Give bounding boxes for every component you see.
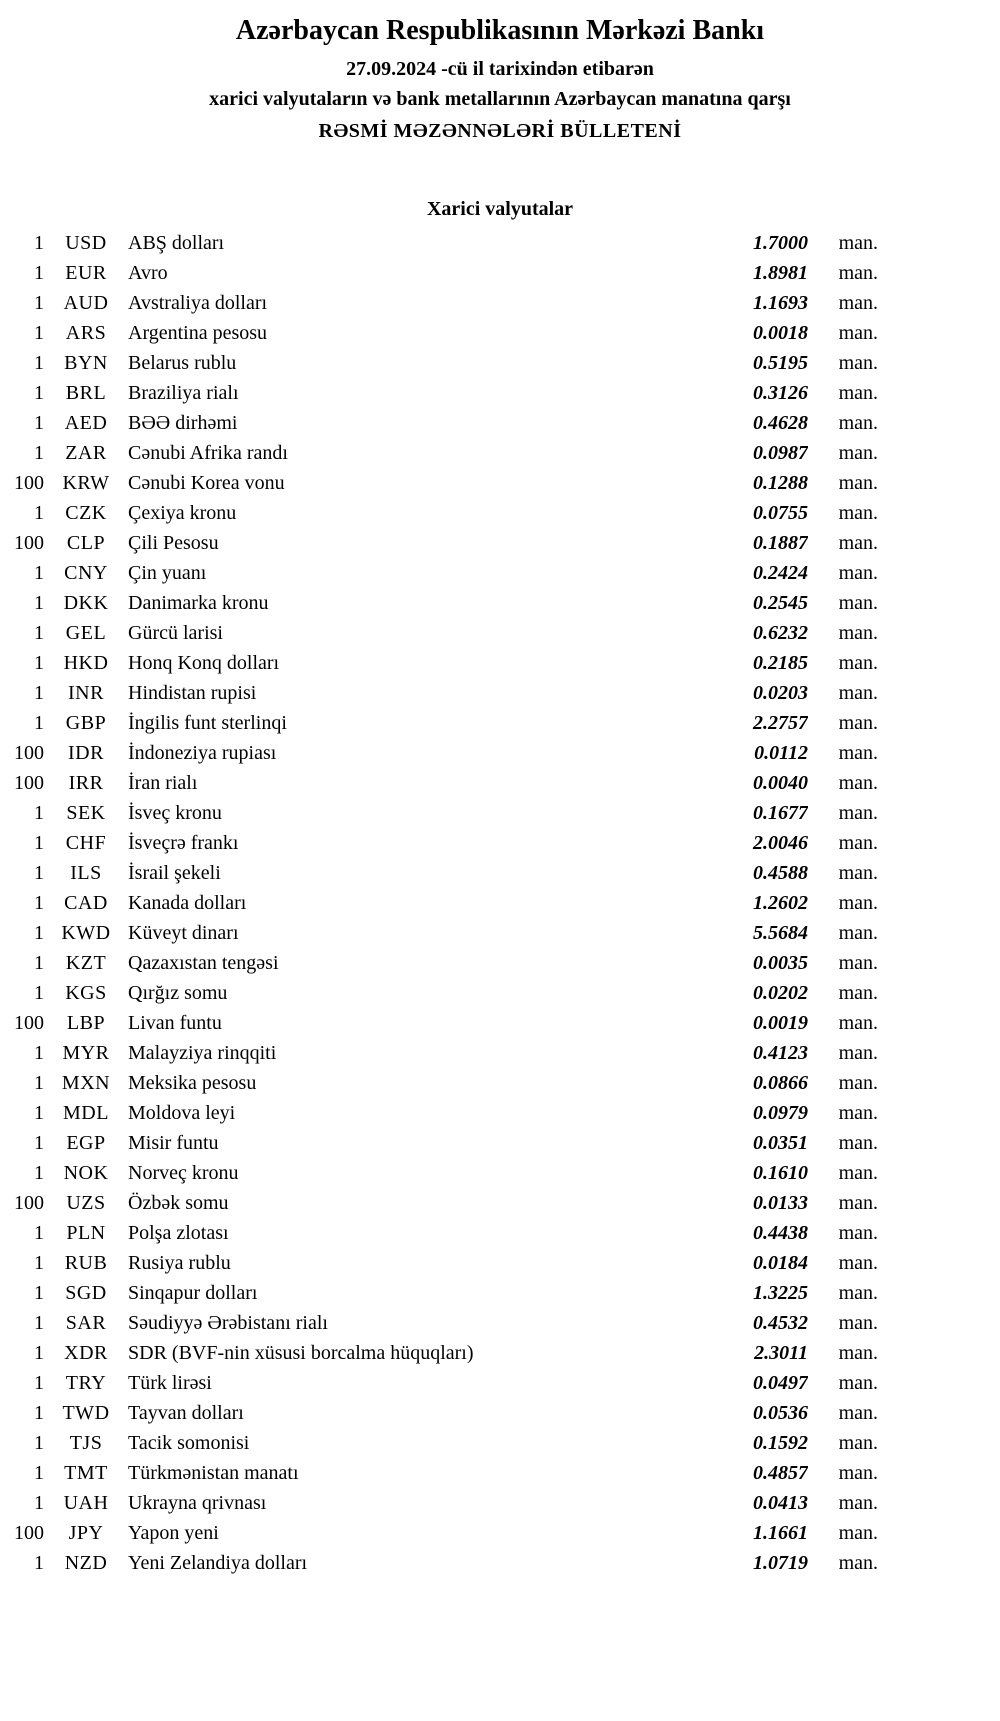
rate-value-cell: 0.5195 [753, 352, 808, 374]
unit-label-cell: man. [838, 622, 878, 644]
rate-row [10, 528, 878, 558]
quantity-cell: 1 [34, 1252, 44, 1274]
rate-value-cell: 0.0979 [753, 1102, 808, 1124]
rate-row [10, 1038, 878, 1068]
currency-code-cell: TWD [62, 1402, 110, 1424]
rate-value-cell: 0.1887 [753, 532, 808, 554]
currency-code-cell: CZK [65, 502, 107, 524]
unit-label-cell: man. [838, 772, 878, 794]
rate-row [10, 1158, 878, 1188]
unit-label-cell: man. [838, 862, 878, 884]
unit-label-cell: man. [838, 1402, 878, 1424]
currency-name-cell: Braziliya rialı [128, 382, 239, 404]
quantity-cell: 1 [34, 1162, 44, 1184]
rate-value-cell: 0.0866 [753, 1072, 808, 1094]
bulletin-title-line: RƏSMİ MƏZƏNNƏLƏRİ BÜLLETENİ [318, 120, 682, 142]
unit-label-cell: man. [838, 1462, 878, 1484]
rate-value-cell: 0.1677 [753, 802, 808, 824]
rate-value-cell: 0.0035 [753, 952, 808, 974]
currency-name-cell: Çili Pesosu [128, 532, 219, 554]
rate-row [10, 468, 878, 498]
rate-value-cell: 0.1592 [753, 1432, 808, 1454]
currency-name-cell: Moldova leyi [128, 1102, 236, 1124]
rate-row [10, 1368, 878, 1398]
quantity-cell: 1 [34, 1312, 44, 1334]
rate-value-cell: 0.0018 [753, 322, 808, 344]
currency-code-cell: MXN [61, 1072, 111, 1094]
currency-code-cell: AUD [63, 292, 109, 314]
rate-value-cell: 0.4123 [753, 1042, 808, 1064]
currency-name-cell: İndoneziya rupiası [128, 742, 277, 764]
rate-row [10, 1518, 878, 1548]
quantity-cell: 1 [34, 1372, 44, 1394]
currency-code-cell: INR [68, 682, 104, 704]
rate-row [10, 1308, 878, 1338]
currency-code-cell: GBP [65, 712, 107, 734]
quantity-cell: 1 [34, 1462, 44, 1484]
currency-name-cell: Polşa zlotası [128, 1222, 229, 1244]
rate-value-cell: 0.0536 [753, 1402, 808, 1424]
unit-label-cell: man. [838, 1192, 878, 1214]
quantity-cell: 100 [14, 532, 44, 554]
unit-label-cell: man. [838, 472, 878, 494]
quantity-cell: 1 [34, 1492, 44, 1514]
currency-code-cell: MDL [63, 1102, 109, 1124]
quantity-cell: 1 [34, 802, 44, 824]
currency-name-cell: Livan funtu [128, 1012, 222, 1034]
unit-label-cell: man. [838, 832, 878, 854]
rate-value-cell: 1.8981 [753, 262, 808, 284]
unit-label-cell: man. [838, 982, 878, 1004]
currency-code-cell: DKK [63, 592, 109, 614]
rate-row [10, 828, 878, 858]
quantity-cell: 1 [34, 382, 44, 404]
currency-name-cell: Hindistan rupisi [128, 682, 257, 704]
currency-name-cell: Qırğız somu [128, 982, 228, 1004]
scope-line: xarici valyutaların və bank metallarının Azərbaycan manatına qarşı [209, 88, 791, 110]
currency-code-cell: KRW [62, 472, 110, 494]
currency-name-cell: Türkmənistan manatı [128, 1462, 299, 1484]
currency-name-cell: Cənubi Korea vonu [128, 472, 285, 494]
rate-row [10, 1248, 878, 1278]
rate-row [10, 708, 878, 738]
unit-label-cell: man. [838, 232, 878, 254]
unit-label-cell: man. [838, 1102, 878, 1124]
currency-name-cell: İran rialı [128, 772, 198, 794]
rate-value-cell: 1.1661 [753, 1522, 808, 1544]
unit-label-cell: man. [838, 1042, 878, 1064]
rate-value-cell: 0.2545 [753, 592, 808, 614]
rate-value-cell: 2.2757 [753, 712, 808, 734]
rates-table [10, 228, 878, 1578]
currency-name-cell: Gürcü larisi [128, 622, 223, 644]
unit-label-cell: man. [838, 532, 878, 554]
currency-code-cell: NZD [64, 1552, 108, 1574]
currency-code-cell: CAD [64, 892, 108, 914]
currency-name-cell: Yapon yeni [128, 1522, 219, 1544]
quantity-cell: 1 [34, 652, 44, 674]
rate-value-cell: 0.3126 [753, 382, 808, 404]
unit-label-cell: man. [838, 1162, 878, 1184]
quantity-cell: 1 [34, 592, 44, 614]
rate-value-cell: 0.4438 [753, 1222, 808, 1244]
currency-name-cell: Honq Konq dolları [128, 652, 280, 674]
currency-name-cell: Misir funtu [128, 1132, 219, 1154]
quantity-cell: 1 [34, 442, 44, 464]
quantity-cell: 1 [34, 262, 44, 284]
rate-value-cell: 0.2424 [753, 562, 808, 584]
currency-name-cell: Səudiyyə Ərəbistanı rialı [128, 1312, 328, 1334]
currency-code-cell: IDR [68, 742, 104, 764]
currency-name-cell: İngilis funt sterlinqi [128, 712, 287, 734]
rate-value-cell: 1.3225 [753, 1282, 808, 1304]
rate-row [10, 1278, 878, 1308]
unit-label-cell: man. [838, 592, 878, 614]
rate-row [10, 378, 878, 408]
currency-name-cell: Danimarka kronu [128, 592, 269, 614]
quantity-cell: 1 [34, 1402, 44, 1424]
quantity-cell: 1 [34, 412, 44, 434]
rate-row [10, 1398, 878, 1428]
currency-code-cell: SGD [65, 1282, 107, 1304]
rate-value-cell: 0.0112 [754, 742, 808, 764]
rate-row [10, 1188, 878, 1218]
currency-code-cell: CNY [64, 562, 108, 584]
currency-name-cell: ABŞ dolları [128, 232, 225, 254]
rate-value-cell: 0.0351 [753, 1132, 808, 1154]
currency-code-cell: BYN [64, 352, 108, 374]
unit-label-cell: man. [838, 1522, 878, 1544]
currency-code-cell: ARS [65, 322, 107, 344]
rate-value-cell: 0.6232 [753, 622, 808, 644]
rate-value-cell: 0.0755 [753, 502, 808, 524]
currency-code-cell: UZS [66, 1192, 106, 1214]
rate-row [10, 1458, 878, 1488]
currency-code-cell: AED [64, 412, 108, 434]
currency-code-cell: NOK [63, 1162, 109, 1184]
effective-date-line: 27.09.2024 -cü il tarixindən etibarən [346, 58, 654, 80]
rate-row [10, 798, 878, 828]
rate-value-cell: 2.0046 [753, 832, 808, 854]
quantity-cell: 1 [34, 622, 44, 644]
rate-row [10, 1338, 878, 1368]
unit-label-cell: man. [838, 742, 878, 764]
unit-label-cell: man. [838, 1312, 878, 1334]
rate-row [10, 738, 878, 768]
currency-name-cell: Sinqapur dolları [128, 1282, 258, 1304]
rate-row [10, 1008, 878, 1038]
quantity-cell: 1 [34, 862, 44, 884]
currency-name-cell: Avro [128, 262, 168, 284]
rate-row [10, 498, 878, 528]
rate-value-cell: 0.1610 [753, 1162, 808, 1184]
currency-code-cell: ZAR [65, 442, 107, 464]
currency-code-cell: CLP [66, 532, 106, 554]
rate-row [10, 1128, 878, 1158]
currency-code-cell: IRR [68, 772, 104, 794]
quantity-cell: 1 [34, 892, 44, 914]
currency-code-cell: BRL [65, 382, 107, 404]
unit-label-cell: man. [838, 1012, 878, 1034]
rate-value-cell: 0.0202 [753, 982, 808, 1004]
rate-value-cell: 0.0184 [753, 1252, 808, 1274]
currency-code-cell: ILS [70, 862, 102, 884]
rate-value-cell: 0.0413 [753, 1492, 808, 1514]
currency-code-cell: JPY [68, 1522, 104, 1544]
rate-row [10, 588, 878, 618]
unit-label-cell: man. [838, 1282, 878, 1304]
unit-label-cell: man. [838, 1552, 878, 1574]
unit-label-cell: man. [838, 1252, 878, 1274]
unit-label-cell: man. [838, 1372, 878, 1394]
quantity-cell: 1 [34, 1342, 44, 1364]
unit-label-cell: man. [838, 1492, 878, 1514]
rate-row [10, 228, 878, 258]
unit-label-cell: man. [838, 442, 878, 464]
currency-name-cell: Norveç kronu [128, 1162, 239, 1184]
rate-row [10, 408, 878, 438]
currency-name-cell: SDR (BVF-nin xüsusi borcalma hüquqları) [128, 1342, 474, 1364]
unit-label-cell: man. [838, 1072, 878, 1094]
unit-label-cell: man. [838, 952, 878, 974]
currency-name-cell: Malayziya rinqqiti [128, 1042, 277, 1064]
rate-value-cell: 2.3011 [754, 1342, 808, 1364]
currency-code-cell: KGS [65, 982, 107, 1004]
rate-row [10, 978, 878, 1008]
page-title: Azərbaycan Respublikasının Mərkəzi Bankı [235, 15, 765, 46]
currency-name-cell: Ukrayna qrivnası [128, 1492, 267, 1514]
quantity-cell: 1 [34, 922, 44, 944]
currency-code-cell: CHF [65, 832, 107, 854]
quantity-cell: 1 [34, 982, 44, 1004]
quantity-cell: 1 [34, 1432, 44, 1454]
currency-name-cell: Çin yuanı [128, 562, 207, 584]
currency-name-cell: Qazaxıstan tengəsi [128, 952, 279, 974]
rate-row [10, 888, 878, 918]
currency-code-cell: USD [65, 232, 107, 254]
currency-name-cell: Özbək somu [128, 1192, 229, 1214]
rate-value-cell: 5.5684 [753, 922, 808, 944]
unit-label-cell: man. [838, 922, 878, 944]
quantity-cell: 1 [34, 1102, 44, 1124]
quantity-cell: 1 [34, 352, 44, 374]
quantity-cell: 1 [34, 1282, 44, 1304]
quantity-cell: 1 [34, 562, 44, 584]
currency-code-cell: RUB [64, 1252, 108, 1274]
currency-name-cell: İsveçrə frankı [128, 832, 239, 854]
rate-value-cell: 0.0133 [753, 1192, 808, 1214]
currency-name-cell: Türk lirəsi [128, 1372, 212, 1394]
quantity-cell: 1 [34, 682, 44, 704]
rate-value-cell: 1.2602 [753, 892, 808, 914]
currency-code-cell: TRY [65, 1372, 107, 1394]
rate-row [10, 1098, 878, 1128]
rate-value-cell: 0.0040 [753, 772, 808, 794]
currency-code-cell: TJS [69, 1432, 103, 1454]
rate-value-cell: 0.1288 [753, 472, 808, 494]
rate-value-cell: 0.0987 [753, 442, 808, 464]
quantity-cell: 1 [34, 1552, 44, 1574]
unit-label-cell: man. [838, 322, 878, 344]
currency-code-cell: XDR [64, 1342, 108, 1364]
unit-label-cell: man. [838, 292, 878, 314]
rate-row [10, 948, 878, 978]
unit-label-cell: man. [838, 1222, 878, 1244]
unit-label-cell: man. [838, 802, 878, 824]
rates-table-body [10, 228, 878, 1578]
unit-label-cell: man. [838, 262, 878, 284]
rate-value-cell: 0.4628 [753, 412, 808, 434]
rate-value-cell: 0.4532 [753, 1312, 808, 1334]
rate-row [10, 858, 878, 888]
quantity-cell: 1 [34, 1222, 44, 1244]
quantity-cell: 1 [34, 1132, 44, 1154]
currency-code-cell: LBP [66, 1012, 106, 1034]
currency-name-cell: Argentina pesosu [128, 322, 268, 344]
rate-row [10, 258, 878, 288]
quantity-cell: 1 [34, 232, 44, 254]
currency-name-cell: Tayvan dolları [128, 1402, 244, 1424]
currency-code-cell: TMT [64, 1462, 108, 1484]
rate-row [10, 438, 878, 468]
rate-value-cell: 0.0497 [753, 1372, 808, 1394]
quantity-cell: 1 [34, 1072, 44, 1094]
rate-row [10, 558, 878, 588]
unit-label-cell: man. [838, 562, 878, 584]
currency-code-cell: EUR [65, 262, 107, 284]
quantity-cell: 1 [34, 712, 44, 734]
unit-label-cell: man. [838, 382, 878, 404]
unit-label-cell: man. [838, 652, 878, 674]
rate-value-cell: 0.4857 [753, 1462, 808, 1484]
rate-row [10, 648, 878, 678]
quantity-cell: 100 [14, 1522, 44, 1544]
rate-row [10, 768, 878, 798]
currency-name-cell: BƏƏ dirhəmi [128, 412, 238, 434]
unit-label-cell: man. [838, 712, 878, 734]
currency-name-cell: Cənubi Afrika randı [128, 442, 288, 464]
unit-label-cell: man. [838, 682, 878, 704]
unit-label-cell: man. [838, 1342, 878, 1364]
currency-name-cell: İsrail şekeli [128, 862, 221, 884]
quantity-cell: 1 [34, 502, 44, 524]
rate-value-cell: 0.4588 [753, 862, 808, 884]
currency-code-cell: MYR [62, 1042, 110, 1064]
rate-row [10, 1218, 878, 1248]
currency-name-cell: Çexiya kronu [128, 502, 237, 524]
currency-code-cell: HKD [63, 652, 109, 674]
rate-value-cell: 1.7000 [753, 232, 808, 254]
rate-row [10, 348, 878, 378]
rate-row [10, 1068, 878, 1098]
rate-value-cell: 1.0719 [753, 1552, 808, 1574]
quantity-cell: 1 [34, 292, 44, 314]
quantity-cell: 1 [34, 952, 44, 974]
currency-code-cell: UAH [63, 1492, 109, 1514]
currency-name-cell: Tacik somonisi [128, 1432, 250, 1454]
currency-name-cell: Meksika pesosu [128, 1072, 257, 1094]
unit-label-cell: man. [838, 502, 878, 524]
currency-code-cell: GEL [65, 622, 107, 644]
unit-label-cell: man. [838, 1432, 878, 1454]
rate-row [10, 1548, 878, 1578]
currency-name-cell: Rusiya rublu [128, 1252, 231, 1274]
unit-label-cell: man. [838, 892, 878, 914]
currency-code-cell: SAR [65, 1312, 107, 1334]
rate-value-cell: 1.1693 [753, 292, 808, 314]
rate-row [10, 678, 878, 708]
rate-row [10, 1428, 878, 1458]
currency-code-cell: EGP [66, 1132, 106, 1154]
rate-row [10, 918, 878, 948]
currency-name-cell: Yeni Zelandiya dolları [128, 1552, 308, 1574]
quantity-cell: 100 [14, 742, 44, 764]
currency-code-cell: SEK [66, 802, 106, 824]
quantity-cell: 1 [34, 1042, 44, 1064]
quantity-cell: 1 [34, 832, 44, 854]
currency-name-cell: Kanada dolları [128, 892, 247, 914]
rate-value-cell: 0.0019 [753, 1012, 808, 1034]
quantity-cell: 100 [14, 472, 44, 494]
unit-label-cell: man. [838, 1132, 878, 1154]
rate-value-cell: 0.0203 [753, 682, 808, 704]
unit-label-cell: man. [838, 352, 878, 374]
rate-row [10, 618, 878, 648]
rate-row [10, 318, 878, 348]
rate-row [10, 1488, 878, 1518]
quantity-cell: 100 [14, 1192, 44, 1214]
quantity-cell: 100 [14, 772, 44, 794]
rate-value-cell: 0.2185 [753, 652, 808, 674]
unit-label-cell: man. [838, 412, 878, 434]
currency-name-cell: İsveç kronu [128, 802, 222, 824]
currency-name-cell: Belarus rublu [128, 352, 237, 374]
currency-name-cell: Avstraliya dolları [128, 292, 268, 314]
currency-code-cell: KWD [61, 922, 111, 944]
quantity-cell: 100 [14, 1012, 44, 1034]
currency-name-cell: Küveyt dinarı [128, 922, 239, 944]
quantity-cell: 1 [34, 322, 44, 344]
currency-code-cell: PLN [66, 1222, 106, 1244]
rate-row [10, 288, 878, 318]
section-title-foreign-currencies: Xarici valyutalar [426, 198, 574, 220]
currency-code-cell: KZT [65, 952, 107, 974]
